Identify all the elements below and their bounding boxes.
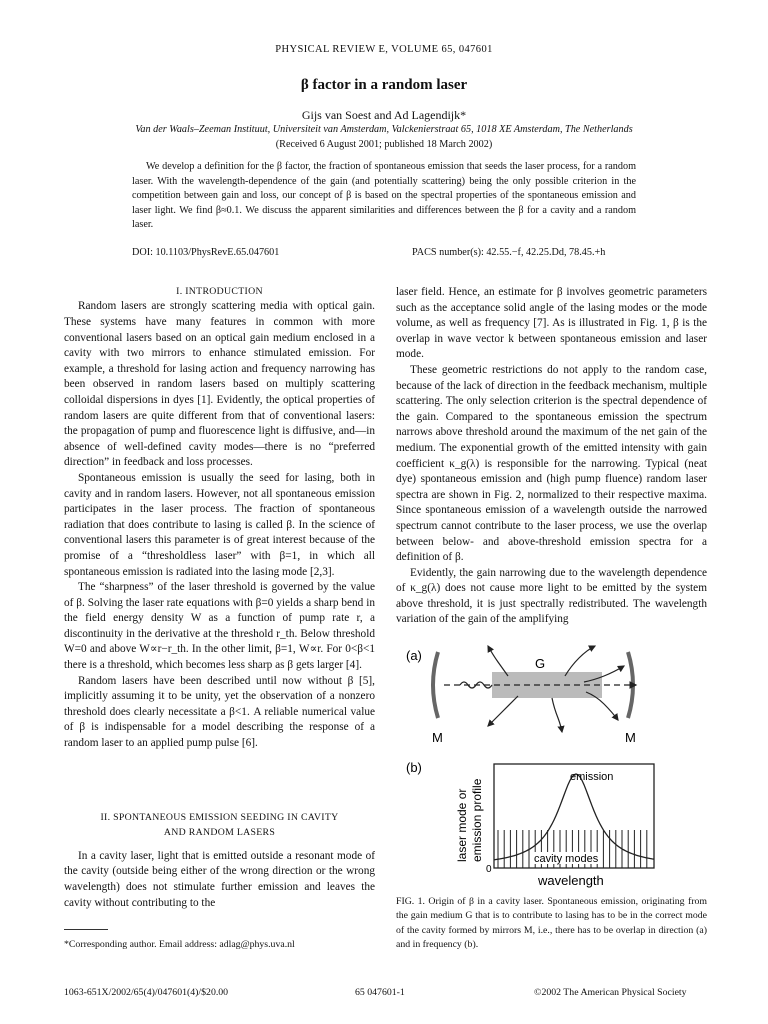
y-axis-label-line1: laser mode or — [455, 788, 469, 862]
received-date: (Received 6 August 2001; published 18 March 2002) — [275, 139, 493, 150]
figure-1 — [400, 640, 700, 890]
pacs-numbers: PACS number(s): 42.55.−f, 42.25.Dd, 78.45.+h — [412, 247, 606, 258]
paragraph: Evidently, the gain narrowing due to the wavelength dependence of κ_g(λ) does not cause more light to be emitted by the system above threshold, it is just spectrally redistributed. The wavelength variation of the gain of the amplifying — [396, 566, 707, 626]
section-heading-sec2-line1: II. SPONTANEOUS EMISSION SEEDING IN CAVITY — [100, 812, 339, 823]
emission-label: emission — [570, 771, 614, 783]
footnote-rule — [64, 929, 108, 930]
paragraph: Random lasers have been described until now without β [5], implicitly assuming it to be unity, yet the observation of a nonzero threshold does clearly necessitate a β<1. A reliable numerical value of β is indispensable for a model describing the response of a random laser to an applied pump pulse [6]. — [64, 674, 375, 750]
panel-b-label: (b) — [406, 760, 422, 775]
paper-title: β factor in a random laser — [300, 77, 468, 93]
x-axis-label: wavelength — [538, 873, 604, 888]
paragraph: Random lasers are strongly scattering media with optical gain. These systems have many features in common with more conventional lasers based on an optical gain medium enclosed in a cavity with two mirrors to enhance stimulated emission. For example, a threshold for lasing action and frequency narrowing has been observed in random lasers based on multiply scattering colloidal dispersions in dyes [1]. Evidently, the optical properties of random lasers are quite different from that of conventional lasers: the propagation of pump and fluorescence light is diffusive, and—in absence of well-defined cavity modes—there is no “preferred direction” in feedback and loss processes. — [64, 300, 375, 469]
emission-curve — [494, 774, 654, 860]
mirror-label-right: M — [625, 730, 636, 745]
figure-caption: FIG. 1. Origin of β in a cavity laser. Spontaneous emission, originating from the gain medium G that is to contribute to lasing has to be in the correct mode of the cavity formed by mirrors M, i.e., there has to be overlap in direction (a) and in frequency (b). — [396, 896, 707, 951]
gain-label: G — [535, 656, 546, 671]
left-column-sec2 — [64, 810, 375, 911]
abstract: We develop a definition for the β factor, the fraction of spontaneous emission that seeds the laser process, for a random laser. With the wavelength-dependence of the gain (and potentially scattering) being the only possible criterion in the competition between gain and loss, our concept of β is based on the spectral properties of the spontaneous emission and laser light. We find β≈0.1. We discuss the apparent similarities and differences between the β for a cavity and a random laser. — [132, 161, 636, 231]
doi: DOI: 10.1103/PhysRevE.65.047601 — [132, 247, 280, 258]
panel-a-label: (a) — [406, 648, 422, 663]
authors: Gijs van Soest and Ad Lagendijk* — [301, 108, 467, 122]
affiliation: Van der Waals–Zeeman Instituut, Universiteit van Amsterdam, Valckenierstraat 65, 1018 XE Amsterdam, The Netherlands — [135, 124, 633, 135]
footer-left: 1063-651X/2002/65(4)/047601(4)/$20.00 — [64, 987, 229, 998]
left-column — [64, 284, 375, 752]
right-column — [396, 285, 707, 628]
section-heading-sec2-line2: AND RANDOM LASERS — [163, 827, 276, 839]
footer-copyright: ©2002 The American Physical Society — [534, 987, 687, 998]
section-heading-intro: I. INTRODUCTION — [176, 286, 263, 297]
paragraph: Spontaneous emission is usually the seed for lasing, both in cavity and in random lasers. However, not all spontaneous emission participates in the laser process. The fraction of spontaneous radiation that does contribute to lasing is called β. In the science of conventional lasers this parameter is of great interest because of the promise of a “thresholdless laser” with β=1, in which all spontaneous emission is radiated into the lasing mode [2,3]. — [64, 471, 375, 578]
paragraph: The “sharpness” of the laser threshold is governed by the value of β. Solving the laser rate equations with β=0 yields a sharp bend in the field energy density W as a function of pump rate r, a discontinuity in the derivative at the threshold r_th. Below threshold W=0 and above W∝r−r_th. In the other limit, β=1, W∝r. For 0<β<1 there is a threshold, which becomes less sharp as β gets larger [4]. — [64, 581, 375, 672]
y-axis-label-line2: emission profile — [470, 778, 484, 862]
footer-page: 65 047601-1 — [355, 987, 405, 998]
zero-label: 0 — [486, 864, 492, 875]
paragraph: laser field. Hence, an estimate for β involves geometric parameters such as the acceptance solid angle of the lasing modes or the mode volume, as well as frequency [7]. As is illustrated in Fig. 1, β is the overlap in wave vector k between spontaneous emission and laser mode. — [396, 286, 707, 361]
paragraph: In a cavity laser, light that is emitted outside a resonant mode of the cavity (outside being either of the wrong direction or the wrong wavelength) does not stimulate further emission and leaves the cavity without contributing to the — [64, 849, 375, 909]
mirror-label-left: M — [432, 730, 443, 745]
left-mirror — [433, 652, 438, 718]
paragraph: These geometric restrictions do not apply to the random case, because of the lack of direction in the feedback mechanism, multiple scattering. The only selection criterion is the spectral dependence of the gain. Compared to the spontaneous emission the spectrum narrows above threshold around the maximum of the net gain of the medium. The exponential growth of the emitted intensity with gain coefficient κ_g(λ) is responsible for the narrowing. Typical (neat dye) spontaneous emission and (high pump fluence) random laser spectra are shown in Fig. 2, normalized to their respective maxima. Since spontaneous emission of a wavelength outside the narrowed spectrum cannot contribute to the laser process, we use the overlap between below- and above-threshold emission spectra for a definition of β. — [396, 363, 707, 564]
footnote: *Corresponding author. Email address: adlag@phys.uva.nl — [64, 939, 295, 950]
journal-header: PHYSICAL REVIEW E, VOLUME 65, 047601 — [275, 44, 493, 55]
cavity-modes-label: cavity modes — [534, 853, 599, 865]
